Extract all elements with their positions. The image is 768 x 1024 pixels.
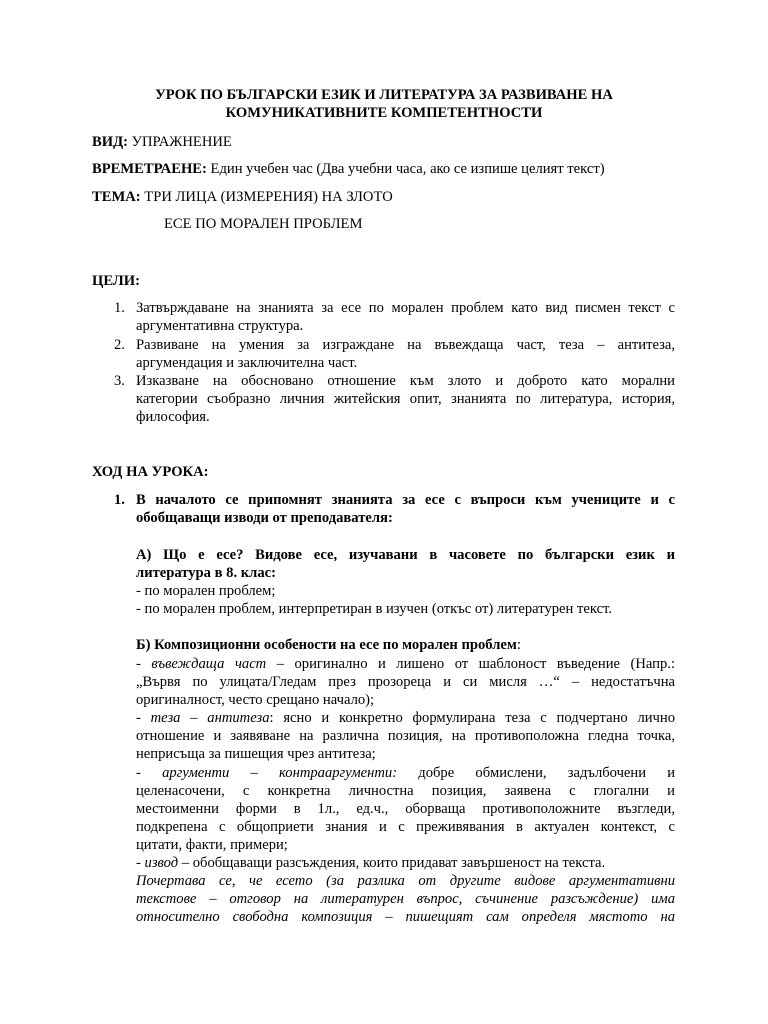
section-b-heading: Б) Композиционни особености на есе по морален проблем [136,637,517,653]
thesis-dash: - [136,710,151,726]
note-line-2: текстове – отговор на литературен въпрос, съчинение разсъждение) има [136,891,675,907]
arguments-dash: - [136,765,163,781]
intro-dash: - [136,656,152,672]
section-a-line-1: А) Що е есе? Видове есе, изучавани в часовете по български език и [136,547,675,563]
conclusion-text: – обобщаващи разсъждения, които придават завършеност на текста. [178,855,606,871]
arguments-text-1: добре обмислени, задълбочени и [397,765,675,781]
arguments-line-3: местоименни форми в 1л., ед.ч., оборваща противоположните възгледи, [136,801,675,817]
goal-3-line-1: Изказване на обосновано отношение към злото и доброто като морални [136,373,675,389]
duration-value: Един учебен час (Два учебни часа, ако се изпише целият текст) [206,161,605,177]
conclusion-term: извод [144,855,179,871]
goal-1-number: 1. [114,300,125,316]
goal-2-line-2: аргумендация и заключителна част. [136,355,358,371]
intro-line-2: „Вървя по улицата/Гледам през прозореца и си мисля …“ – недостатъчна [136,674,675,690]
topic-label: ТЕМА: [92,189,141,205]
thesis-line-1 [136,709,675,727]
duration-label: ВРЕМЕТРАЕНЕ: [92,161,207,177]
intro-line-1 [136,655,675,673]
vid-line [92,133,232,151]
section-b-colon: : [516,637,521,653]
conclusion-dash: - [136,855,145,871]
section-a-line-2: литература в 8. клас: [136,565,276,581]
step-1-line-2: обобщаващи изводи от преподавателя: [136,510,393,526]
arguments-line-2: целенасочени, с конкретна личностна позиция, заявена с глогални и [136,783,675,799]
goal-3-line-2: категории съобразно личния житейския опит, знанията по литература, история, [136,391,675,407]
goal-3-number: 3. [114,373,125,389]
goals-heading: ЦЕЛИ: [92,273,140,289]
goal-2-number: 2. [114,337,125,353]
vid-value: УПРАЖНЕНИЕ [128,134,232,150]
goal-2-line-1: Развиване на умения за изграждане на въвеждаща част, теза – антитеза, [136,337,675,353]
arguments-line-5: цитати, факти, примери; [136,837,288,853]
intro-term: въвеждаща част [151,656,267,672]
thesis-line-2: отношение и заявяване на различна позиция, на противоположна гледна точка, [136,728,675,744]
thesis-line-3: неприсъща за пишещия чрез антитеза; [136,746,376,762]
title-line-1: УРОК ПО БЪЛГАРСКИ ЕЗИК И ЛИТЕРАТУРА ЗА РАЗВИВАНЕ НА [155,87,613,103]
intro-line-3: оригиналност, често срещано начало); [136,692,375,708]
note-line-1: Почертава се, че есето (за разлика от другите видове аргументативни [136,873,675,889]
arguments-line-4: подкрепена с общоприети знания и с преживявания в актуален контекст, с [136,819,675,835]
goal-1-line-2: аргументативна структура. [136,318,304,334]
topic-line [92,188,393,206]
section-a-item-1: - по морален проблем; [136,583,276,599]
arguments-term: аргументи – контрааргументи: [162,765,398,781]
step-1-number: 1. [114,492,125,508]
thesis-term: теза – антитеза [150,710,270,726]
goal-3-line-3: философия. [136,409,210,425]
arguments-line-1 [136,764,675,782]
duration-line [92,160,605,178]
note-line-3: относително свободна композиция – пишещият сам определя мястото на [136,909,675,925]
topic-value: ТРИ ЛИЦА (ИЗМЕРЕНИЯ) НА ЗЛОТО [140,189,393,205]
goal-1-line-1: Затвърждаване на знанията за есе по морален проблем като вид писмен текст с [136,300,675,316]
thesis-text-1: : ясно и конкретно формулирана теза с подчертано лично [269,710,675,726]
intro-text-1: – оригинално и лишено от шаблоност въведение (Напр.: [266,656,675,672]
title-line-2: КОМУНИКАТИВНИТЕ КОМПЕТЕНТНОСТИ [225,105,543,121]
lesson-heading: ХОД НА УРОКА: [92,464,209,480]
vid-label: ВИД: [92,134,128,150]
step-1-line-1: В началото се припомнят знанията за есе с въпроси към учениците и с [136,492,675,508]
section-b-heading-line [136,636,675,654]
conclusion-line [136,854,675,872]
topic-subtitle: ЕСЕ ПО МОРАЛЕН ПРОБЛЕМ [164,216,363,232]
section-a-item-2: - по морален проблем, интерпретиран в изучен (откъс от) литературен текст. [136,601,612,617]
